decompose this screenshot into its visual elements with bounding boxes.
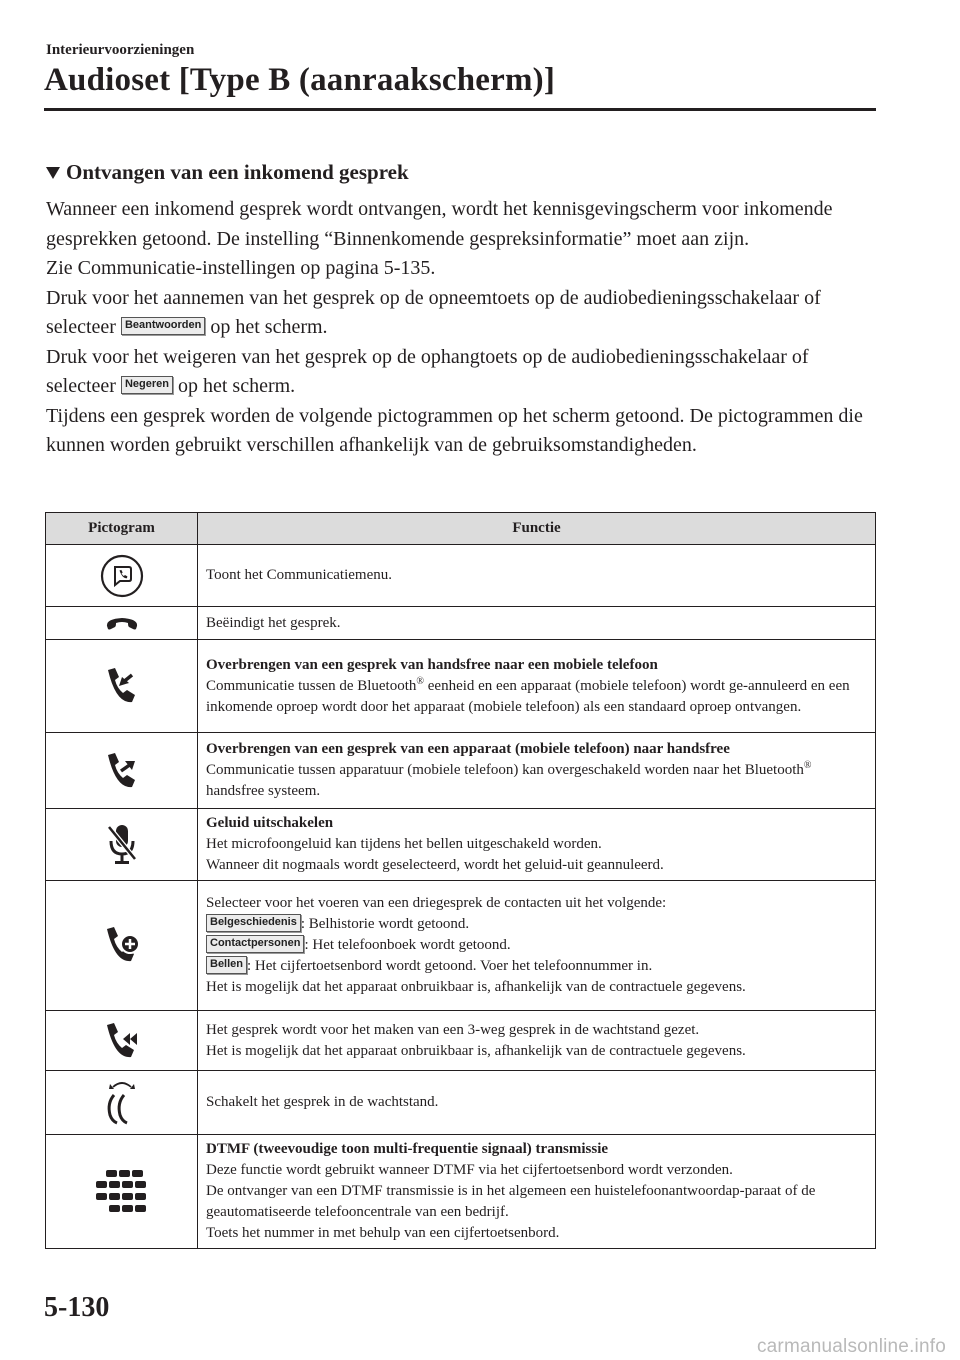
column-header-pictogram: Pictogram [46,513,198,545]
row-text: eenheid en een apparaat (mobiele telefoon) wordt ge-annuleerd en een inkomende oproep wordt door het apparaat (mobiele telefoon) als een standaard oproep ontvangen. [206,677,850,715]
page-title: Audioset [Type B (aanraakscherm)] [44,62,556,98]
hang-up-icon [105,612,139,634]
row-line: Het is mogelijk dat het apparaat onbruikbaar is, afhankelijk van de contractuele gegevens. [206,1042,746,1059]
option-text: : Het cijfertoetsenbord wordt getoond. Voer het telefoonnummer in. [247,958,653,974]
table-row [46,640,876,733]
table-row [46,607,876,640]
answer-button[interactable]: Beantwoorden [121,317,205,335]
icon-cell [46,733,198,809]
function-cell: Schakelt het gesprek in de wachtstand. [198,1071,876,1135]
function-cell [198,733,876,809]
icon-cell [46,809,198,881]
table-header-row [46,513,876,545]
row-title: Geluid uitschakelen [206,815,334,831]
table-row [46,1135,876,1249]
dial-button[interactable]: Bellen [206,956,247,974]
paragraph-reject [46,343,878,402]
paragraph-notification: Wanneer een inkomend gesprek wordt ontvangen, wordt het kennisgevingscherm voor inkomende gesprekken getoond. De instelling “Binnenkomende gespreksinformatie” moet aan zijn. [46,198,833,250]
option-dial [206,956,869,977]
function-cell [198,1011,876,1071]
table-row [46,1011,876,1071]
body-text [46,195,878,461]
add-call-icon [101,923,143,969]
registered-mark: ® [803,760,812,771]
table-row [46,1071,876,1135]
row-note: Het is mogelijk dat het apparaat onbruikbaar is, afhankelijk van de contractuele gegevens. [206,979,746,995]
icon-cell [46,1135,198,1249]
reject-button[interactable]: Negeren [121,376,173,394]
section-heading-text: Ontvangen van een inkomend gesprek [66,160,409,184]
transfer-to-phone-icon [102,664,142,708]
row-line: Het gesprek wordt voor het maken van een 3-weg gesprek in de wachtstand gezet. [206,1021,700,1038]
row-line: De ontvanger van een DTMF transmissie is in het algemeen een huistelefoonantwoordap-paraat of de geautomatiseerde telefooncentrale van een bedrijf. [206,1183,816,1220]
row-description [206,676,869,718]
call-hold-icon [101,1019,143,1063]
watermark: carmanualsonline.info [756,1336,946,1357]
function-cell [198,1135,876,1249]
icon-cell [46,1071,198,1135]
option-call-history [206,914,869,935]
page-number: 5-130 [44,1292,110,1323]
row-title: Overbrengen van een gesprek van een apparaat (mobiele telefoon) naar handsfree [206,741,730,757]
transfer-to-handsfree-icon [102,749,142,793]
paragraph-icons-intro: Tijdens een gesprek worden de volgende pictogrammen op het scherm getoond. De pictogrammen die kunnen worden gebruikt verschillen afhankelijk van de gebruiksomstandigheden. [46,404,863,456]
call-swap-icon [101,1077,143,1129]
option-text: : Het telefoonboek wordt getoond. [304,937,511,953]
row-line: Wanneer dit nogmaals wordt geselecteerd, wordt het geluid-uit geannuleerd. [206,857,664,873]
row-text: Communicatie tussen de Bluetooth [206,677,417,694]
row-text: Communicatie tussen apparatuur (mobiele telefoon) kan overgeschakeld worden naar het Bluetooth [206,762,804,778]
row-line: Het microfoongeluid kan tijdens het bellen uitgeschakeld worden. [206,836,602,852]
icon-cell [46,607,198,640]
contacts-button[interactable]: Contactpersonen [206,935,304,953]
answer-text-end: op het scherm. [210,316,328,338]
paragraph-reference: Zie Communicatie-instellingen op pagina 5-135. [46,257,436,279]
header-divider [44,108,876,111]
reject-text: Druk voor het weigeren van het gesprek op de ophangtoets op de audiobedieningsschakelaar of selecteer [46,345,809,397]
table-row [46,881,876,1011]
paragraph-answer [46,284,878,343]
row-intro: Selecteer voor het voeren van een driegesprek de contacten uit het volgende: [206,895,667,911]
phone-menu-icon [98,552,146,600]
function-cell [198,881,876,1011]
table-row [46,809,876,881]
row-description [206,760,869,802]
table-row [46,733,876,809]
function-cell [198,640,876,733]
row-title: DTMF (tweevoudige toon multi-frequentie signaal) transmissie [206,1141,609,1157]
column-header-function: Functie [198,513,876,545]
row-line: Toets het nummer in met behulp van een cijfertoetsenbord. [206,1225,560,1241]
incoming-call-section [46,160,878,461]
icon-cell [46,545,198,607]
row-text: handsfree systeem. [206,783,321,799]
answer-text: Druk voor het aannemen van het gesprek op de opneemtoets op de audiobedieningsschakelaar of selecteer [46,286,821,338]
section-heading [46,160,878,185]
icon-cell [46,881,198,1011]
triangle-marker-icon [46,167,60,179]
function-cell: Toont het Communicatiemenu. [198,545,876,607]
table-row [46,545,876,607]
pictogram-table [45,512,876,1249]
icon-cell [46,640,198,733]
function-cell: Beëindigt het gesprek. [198,607,876,640]
row-line: Deze functie wordt gebruikt wanneer DTMF via het cijfertoetsenbord wordt verzonden. [206,1162,733,1178]
section-category: Interieurvoorzieningen [46,42,195,58]
call-history-button[interactable]: Belgeschiedenis [206,914,301,932]
mute-microphone-icon [105,821,139,869]
reject-text-end: op het scherm. [177,375,296,397]
row-title: Overbrengen van een gesprek van handsfree naar een mobiele telefoon [206,656,658,673]
option-text: : Belhistorie wordt getoond. [300,916,470,932]
icon-cell [46,1011,198,1071]
keypad-icon [94,1169,150,1215]
option-contacts [206,935,869,956]
registered-mark: ® [416,675,424,687]
function-cell [198,809,876,881]
